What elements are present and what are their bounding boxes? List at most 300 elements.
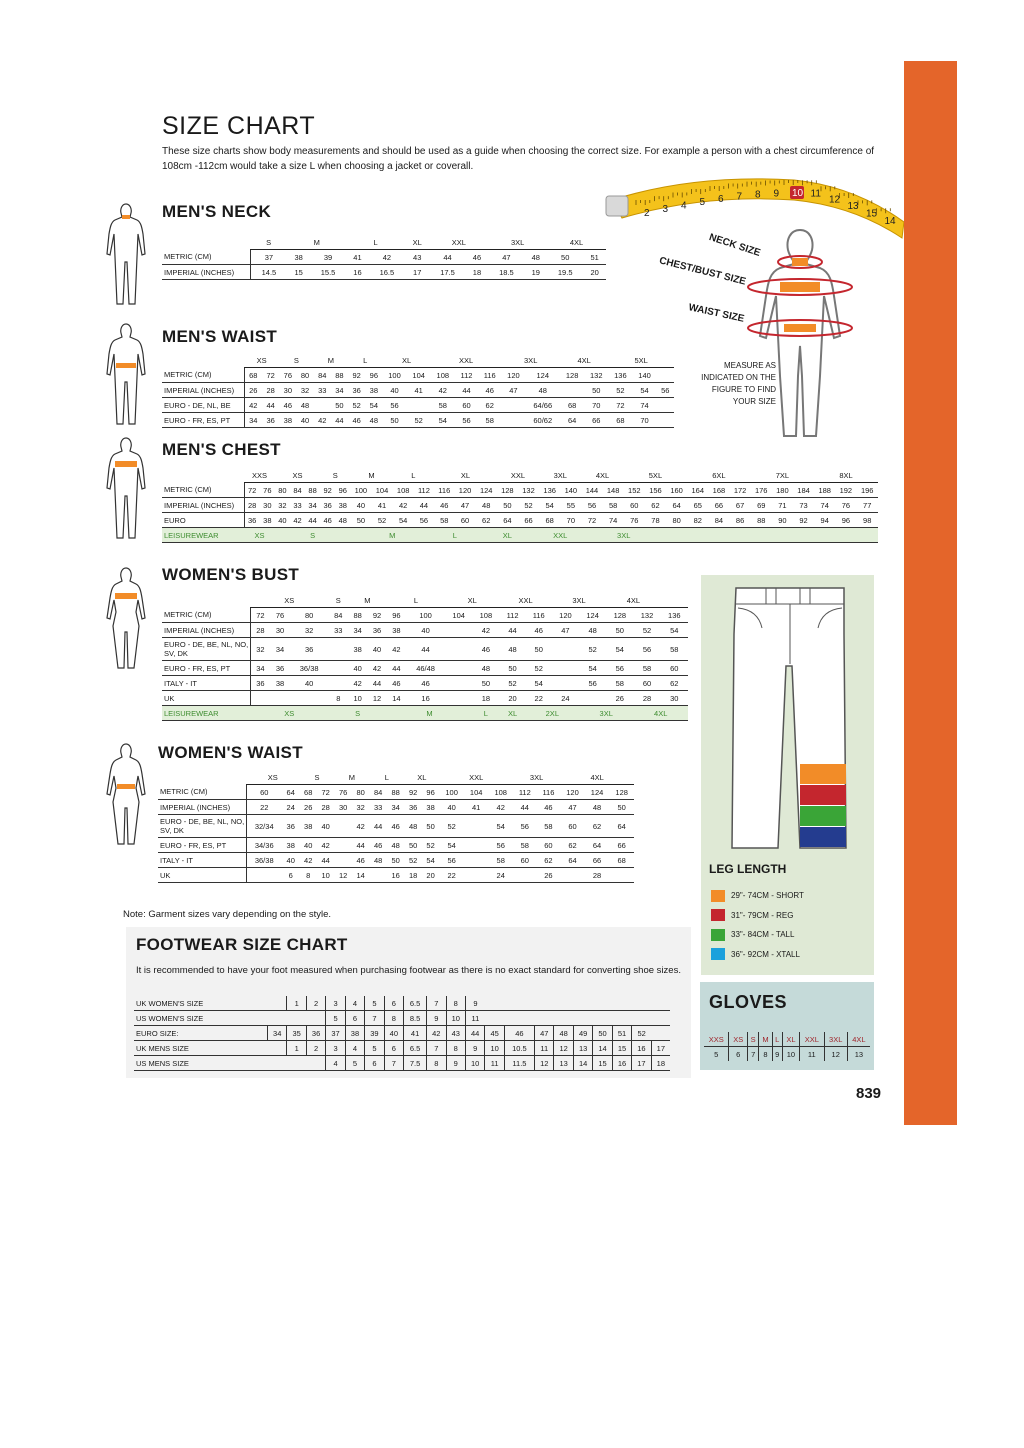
cell: 66 xyxy=(609,838,634,853)
cell: 96 xyxy=(835,513,856,528)
cell: 112 xyxy=(414,483,434,498)
cell: 56 xyxy=(606,661,633,676)
cell: 41 xyxy=(404,1026,427,1041)
leisurewear-size: XS xyxy=(244,528,275,543)
cell: 69 xyxy=(751,498,772,513)
cell: 19.5 xyxy=(547,265,583,280)
cell: 68 xyxy=(609,853,634,868)
cell: 35 xyxy=(287,1026,306,1041)
cell: 124 xyxy=(476,483,497,498)
cell: 70 xyxy=(560,513,581,528)
table-row xyxy=(158,800,634,815)
cell: 108 xyxy=(472,608,499,623)
cell: 46 xyxy=(387,676,406,691)
cell: 88 xyxy=(348,608,367,623)
male-figure-chest-icon xyxy=(104,436,148,540)
cell xyxy=(290,691,329,706)
cell: 168 xyxy=(708,483,729,498)
cell: 33 xyxy=(314,383,331,398)
cell: 28 xyxy=(262,383,279,398)
cell: 65 xyxy=(687,498,708,513)
cell: 62 xyxy=(560,838,585,853)
cell xyxy=(560,383,584,398)
cell: 44 xyxy=(352,838,369,853)
cell xyxy=(552,661,579,676)
glove-number: 11 xyxy=(800,1047,824,1062)
table-row xyxy=(162,623,688,638)
cell: 68 xyxy=(608,413,632,428)
cell: 60/62 xyxy=(525,413,560,428)
cell: 70 xyxy=(632,413,656,428)
cell: 2 xyxy=(306,996,325,1011)
leisurewear-size: M xyxy=(387,706,473,721)
cell xyxy=(632,1011,651,1026)
cell: 112 xyxy=(455,368,478,383)
tape-number: 5 xyxy=(699,197,706,209)
cell: 196 xyxy=(856,483,878,498)
size-header: S xyxy=(250,235,287,250)
cell: 38 xyxy=(260,513,275,528)
row-label: EURO - FR, ES, PT xyxy=(158,838,246,853)
cell: 160 xyxy=(666,483,687,498)
cell: 96 xyxy=(365,368,382,383)
cell: 80 xyxy=(666,513,687,528)
cell: 38 xyxy=(365,383,382,398)
cell: 54 xyxy=(579,661,606,676)
cell: 44 xyxy=(499,623,525,638)
leg-length-label: 33"- 84CM - TALL xyxy=(731,930,795,940)
cell: 51 xyxy=(612,1026,631,1041)
cell: 128 xyxy=(560,368,584,383)
cell: 11 xyxy=(465,1011,484,1026)
cell: 46/48 xyxy=(406,661,445,676)
cell: 17 xyxy=(405,265,429,280)
glove-size: L xyxy=(772,1032,782,1047)
cell: 18 xyxy=(472,691,499,706)
cell: 18 xyxy=(651,1056,670,1071)
cell: 100 xyxy=(382,368,406,383)
cell: 58 xyxy=(434,513,454,528)
header-spacer xyxy=(162,235,250,250)
cell: 116 xyxy=(537,785,561,800)
cell: 72 xyxy=(608,398,632,413)
cell: 54 xyxy=(632,383,656,398)
cell: 28 xyxy=(317,800,334,815)
cell: 20 xyxy=(422,868,439,883)
cell xyxy=(287,1011,306,1026)
cell: 100 xyxy=(406,608,445,623)
cell: 42 xyxy=(431,383,455,398)
cell xyxy=(535,1011,554,1026)
cell: 12 xyxy=(334,868,351,883)
cell: 10 xyxy=(317,868,334,883)
cell: 14 xyxy=(387,691,406,706)
cell xyxy=(334,838,351,853)
glove-number: 10 xyxy=(782,1047,799,1062)
size-header: L xyxy=(346,235,405,250)
glove-number: 7 xyxy=(747,1047,758,1062)
cell: 136 xyxy=(661,608,688,623)
cell: 50 xyxy=(350,513,371,528)
cell: 36 xyxy=(250,676,270,691)
leisurewear-label: LEISUREWEAR xyxy=(162,706,250,721)
size-header: XL xyxy=(382,353,430,368)
cell: 44 xyxy=(387,661,406,676)
mens-neck-table xyxy=(162,235,606,280)
cell: 120 xyxy=(501,368,525,383)
cell: 40 xyxy=(290,676,329,691)
cell: 6.5 xyxy=(404,996,427,1011)
size-header: L xyxy=(369,770,404,785)
cell: 13 xyxy=(554,1056,573,1071)
size-header: XXL xyxy=(497,468,539,483)
size-header-row xyxy=(158,770,634,785)
cell xyxy=(573,1011,592,1026)
cell: 51 xyxy=(583,250,606,265)
cell: 12 xyxy=(554,1041,573,1056)
womens-waist-table xyxy=(158,770,634,883)
cell: 172 xyxy=(730,483,751,498)
cell xyxy=(445,676,472,691)
cell: 60 xyxy=(560,815,585,838)
cell: 36 xyxy=(290,638,329,661)
cell: 120 xyxy=(552,608,579,623)
cell: 58 xyxy=(603,498,624,513)
cell: 30 xyxy=(270,623,289,638)
size-header: 3XL xyxy=(552,593,606,608)
cell: 84 xyxy=(708,513,729,528)
cell: 11.5 xyxy=(504,1056,534,1071)
cell: 120 xyxy=(560,785,585,800)
row-label: IMPERIAL (INCHES) xyxy=(162,498,244,513)
cell: 40 xyxy=(317,815,334,838)
cell: 192 xyxy=(835,483,856,498)
cell: 43 xyxy=(446,1026,465,1041)
cell: 50 xyxy=(422,815,439,838)
cell xyxy=(287,1056,306,1071)
cell: 92 xyxy=(793,513,814,528)
cell: 40 xyxy=(296,413,313,428)
cell: 46 xyxy=(466,250,489,265)
row-label: US MENS SIZE xyxy=(134,1056,268,1071)
tape-number: 13 xyxy=(847,201,859,213)
cell: 56 xyxy=(382,398,406,413)
cell xyxy=(552,676,579,691)
size-header: 7XL xyxy=(751,468,814,483)
cell: 108 xyxy=(488,785,513,800)
cell: 6 xyxy=(384,996,403,1011)
cell xyxy=(464,838,489,853)
cell xyxy=(464,853,489,868)
cell: 124 xyxy=(585,785,610,800)
table-row xyxy=(158,853,634,868)
table-row xyxy=(162,608,688,623)
glove-size: XXS xyxy=(704,1032,729,1047)
cell: 72 xyxy=(262,368,279,383)
cell xyxy=(554,996,573,1011)
glove-size: XS xyxy=(729,1032,748,1047)
cell: 64 xyxy=(560,413,584,428)
row-label: METRIC (CM) xyxy=(162,483,244,498)
table-row xyxy=(162,483,878,498)
header-spacer xyxy=(162,593,250,608)
cell: 9 xyxy=(465,996,484,1011)
cell: 62 xyxy=(585,815,610,838)
glove-size: XL xyxy=(782,1032,799,1047)
cell: 6 xyxy=(282,868,299,883)
cell xyxy=(445,623,472,638)
cell: 68 xyxy=(539,513,560,528)
cell: 24 xyxy=(488,868,513,883)
cell: 68 xyxy=(299,785,316,800)
cell: 44 xyxy=(369,815,386,838)
cell: 14.5 xyxy=(250,265,287,280)
cell: 40 xyxy=(350,498,371,513)
tape-number: 9 xyxy=(773,188,780,200)
cell: 72 xyxy=(244,483,260,498)
cell: 128 xyxy=(497,483,518,498)
cell xyxy=(464,815,489,838)
size-header: XS xyxy=(250,593,329,608)
cell: 54 xyxy=(539,498,560,513)
cell: 96 xyxy=(335,483,350,498)
cell xyxy=(485,996,504,1011)
womens-bust-table xyxy=(162,593,688,721)
cell: 48 xyxy=(387,838,404,853)
size-header: XXL xyxy=(429,235,488,250)
cell: 24 xyxy=(282,800,299,815)
cell: 50 xyxy=(404,838,421,853)
cell: 40 xyxy=(406,623,445,638)
leisurewear-size: 3XL xyxy=(579,706,633,721)
cell: 8 xyxy=(446,996,465,1011)
cell: 62 xyxy=(661,676,688,691)
size-header: XXL xyxy=(499,593,551,608)
cell: 18 xyxy=(466,265,489,280)
cell: 38 xyxy=(348,638,367,661)
cell: 58 xyxy=(661,638,688,661)
tape-number: 8 xyxy=(755,189,761,201)
cell: 82 xyxy=(687,513,708,528)
cell: 44 xyxy=(429,250,465,265)
cell: 42 xyxy=(427,1026,446,1041)
size-header: XS xyxy=(275,468,320,483)
cell: 8 xyxy=(329,691,348,706)
cell: 16.5 xyxy=(369,265,405,280)
cell: 64 xyxy=(560,853,585,868)
cell: 66 xyxy=(518,513,539,528)
size-header: 4XL xyxy=(606,593,660,608)
cell xyxy=(445,661,472,676)
cell: 54 xyxy=(393,513,414,528)
cell: 62 xyxy=(645,498,666,513)
cell: 88 xyxy=(331,368,348,383)
cell: 17.5 xyxy=(429,265,465,280)
cell: 84 xyxy=(369,785,386,800)
cell: 38 xyxy=(279,413,296,428)
cell: 5 xyxy=(365,1041,384,1056)
cell: 92 xyxy=(320,483,335,498)
tape-number: 11 xyxy=(810,188,821,200)
cell: 40 xyxy=(282,853,299,868)
cell xyxy=(513,868,537,883)
cell: 8 xyxy=(384,1011,403,1026)
cell: 10 xyxy=(465,1056,484,1071)
cell xyxy=(554,1011,573,1026)
cell: 10 xyxy=(348,691,367,706)
cell: 34 xyxy=(305,498,320,513)
cell: 8 xyxy=(446,1041,465,1056)
cell: 16 xyxy=(387,868,404,883)
cell: 90 xyxy=(772,513,793,528)
row-label: METRIC (CM) xyxy=(162,250,250,265)
footwear-table xyxy=(134,996,670,1071)
cell: 30 xyxy=(279,383,296,398)
cell: 16 xyxy=(346,265,369,280)
cell: 34 xyxy=(244,413,262,428)
cell: 26 xyxy=(537,868,561,883)
size-header: 8XL xyxy=(814,468,878,483)
cell: 47 xyxy=(560,800,585,815)
cell xyxy=(485,1011,504,1026)
table-row xyxy=(162,513,878,528)
cell: 72 xyxy=(250,608,270,623)
cell: 42 xyxy=(393,498,414,513)
leisurewear-size: L xyxy=(434,528,476,543)
size-header-row xyxy=(162,235,606,250)
cell: 60 xyxy=(624,498,645,513)
cell xyxy=(445,691,472,706)
cell: 10.5 xyxy=(504,1041,534,1056)
cell: 48 xyxy=(404,815,421,838)
garment-note: Note: Garment sizes vary depending on the style. xyxy=(123,909,332,920)
cell: 140 xyxy=(560,483,581,498)
cell: 36 xyxy=(367,623,386,638)
cell: 22 xyxy=(439,868,464,883)
cell: 30 xyxy=(260,498,275,513)
cell: 50 xyxy=(609,800,634,815)
cell: 92 xyxy=(348,368,365,383)
cell: 8.5 xyxy=(404,1011,427,1026)
cell: 54 xyxy=(431,413,455,428)
cell: 80 xyxy=(352,785,369,800)
cell: 6 xyxy=(365,1056,384,1071)
cell: 12 xyxy=(367,691,386,706)
cell: 46 xyxy=(434,498,454,513)
cell: 92 xyxy=(404,785,421,800)
cell: 5 xyxy=(326,1011,345,1026)
size-header: L xyxy=(348,353,382,368)
cell xyxy=(501,413,525,428)
intro-text: These size charts show body measurements and should be used as a guide when choosing the correct size. For example a person with a chest circumference of 108cm -112cm would take a size L when choosing a jacket or coverall. xyxy=(162,146,875,172)
cell xyxy=(657,398,674,413)
cell: 15 xyxy=(593,1056,612,1071)
cell: 28 xyxy=(250,623,270,638)
glove-size: 4XL xyxy=(847,1032,870,1047)
cell: 48 xyxy=(472,661,499,676)
cell: 44 xyxy=(465,1026,484,1041)
cell: 184 xyxy=(793,483,814,498)
tape-number: 15 xyxy=(866,208,878,220)
cell xyxy=(651,996,670,1011)
leisurewear-size: L xyxy=(472,706,499,721)
cell: 80 xyxy=(296,368,313,383)
cell: 14 xyxy=(352,868,369,883)
cell: 4 xyxy=(326,1056,345,1071)
gloves-title: GLOVES xyxy=(709,992,788,1012)
cell: 36/38 xyxy=(246,853,282,868)
cell: 88 xyxy=(305,483,320,498)
cell: 50 xyxy=(382,413,406,428)
cell: 40 xyxy=(439,800,464,815)
cell: 58 xyxy=(537,815,561,838)
cell: 64/66 xyxy=(525,398,560,413)
mens-waist-title: MEN'S WAIST xyxy=(162,327,278,346)
cell: 54 xyxy=(365,398,382,413)
cell: 17 xyxy=(632,1056,651,1071)
cell: 132 xyxy=(518,483,539,498)
cell: 46 xyxy=(526,623,552,638)
cell: 74 xyxy=(632,398,656,413)
cell: 22 xyxy=(246,800,282,815)
cell: 49 xyxy=(573,1026,592,1041)
leisurewear-size: 3XL xyxy=(581,528,666,543)
cell: 80 xyxy=(275,483,290,498)
cell: 56 xyxy=(513,815,537,838)
cell: 46 xyxy=(406,676,445,691)
size-header: M xyxy=(348,593,387,608)
cell: 52 xyxy=(407,413,431,428)
cell: 24 xyxy=(552,691,579,706)
neck-size-label: NECK SIZE xyxy=(707,232,762,259)
cell xyxy=(329,661,348,676)
size-header: XL xyxy=(404,770,439,785)
cell: 32 xyxy=(250,638,270,661)
cell: 33 xyxy=(290,498,305,513)
cell: 56 xyxy=(633,638,660,661)
cell xyxy=(657,368,674,383)
cell: 34/36 xyxy=(246,838,282,853)
size-header: XXL xyxy=(431,353,502,368)
cell xyxy=(657,413,674,428)
cell: 46 xyxy=(478,383,501,398)
cell: 84 xyxy=(314,368,331,383)
cell: 4 xyxy=(345,1041,364,1056)
cell xyxy=(250,691,270,706)
cell: 6 xyxy=(384,1041,403,1056)
cell xyxy=(407,398,431,413)
mens-chest-title: MEN'S CHEST xyxy=(162,440,281,459)
cell: 64 xyxy=(497,513,518,528)
cell: 52 xyxy=(518,498,539,513)
cell: 52 xyxy=(422,838,439,853)
female-figure-waist-icon xyxy=(104,742,148,846)
table-row xyxy=(158,785,634,800)
cell: 48 xyxy=(585,800,610,815)
cell: 46 xyxy=(348,413,365,428)
size-header: 3XL xyxy=(501,353,560,368)
cell: 28 xyxy=(585,868,610,883)
glove-number: 13 xyxy=(847,1047,870,1062)
cell: 38 xyxy=(287,250,310,265)
cell: 39 xyxy=(365,1026,384,1041)
cell: 47 xyxy=(488,250,524,265)
row-label: METRIC (CM) xyxy=(158,785,246,800)
cell: 38 xyxy=(345,1026,364,1041)
cell: 33 xyxy=(329,623,348,638)
chest-size-label: CHEST/BUST SIZE xyxy=(657,255,747,288)
table-row xyxy=(162,265,606,280)
